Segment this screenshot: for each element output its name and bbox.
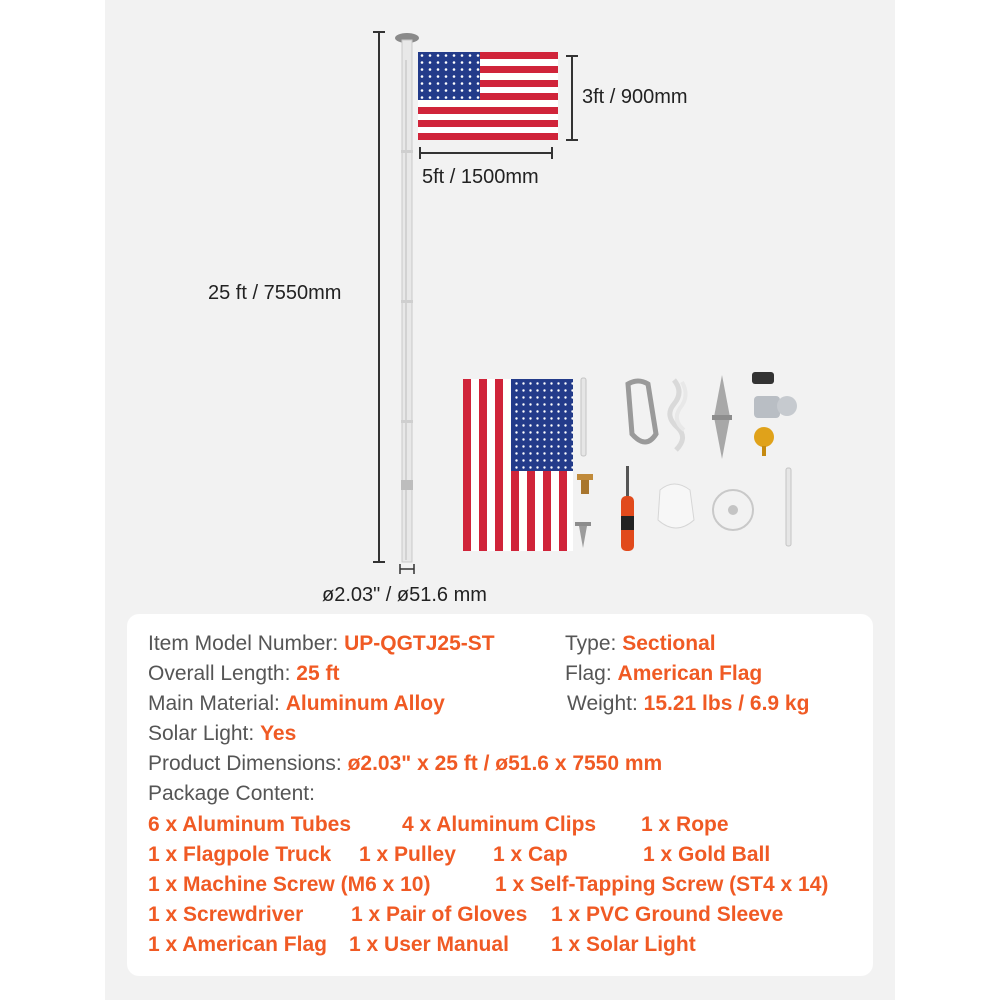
spec-dimensions bbox=[148, 752, 662, 776]
package-item: 1 x Self-Tapping Screw (ST4 x 14) bbox=[495, 873, 829, 896]
package-item: 1 x User Manual bbox=[349, 933, 509, 956]
spec-solar-label: Solar Light: bbox=[148, 722, 255, 745]
package-item: 1 x Screwdriver bbox=[148, 903, 304, 926]
screwdriver-icon bbox=[621, 466, 634, 551]
package-item: 1 x Gold Ball bbox=[643, 843, 771, 866]
self-tapping-screw-icon bbox=[575, 522, 591, 548]
solar-light-icon bbox=[713, 490, 753, 530]
package-item: 1 x PVC Ground Sleeve bbox=[551, 903, 784, 926]
flag-width-dimension-line bbox=[420, 147, 552, 159]
gold-ball-icon bbox=[754, 427, 774, 456]
machine-screw-icon bbox=[577, 474, 593, 494]
package-item: 6 x Aluminum Tubes bbox=[148, 813, 352, 836]
flag-width-label: 5ft / 1500mm bbox=[422, 166, 539, 188]
package-item: 1 x Pulley bbox=[359, 843, 456, 866]
package-item: 1 x Flagpole Truck bbox=[148, 843, 332, 866]
spec-length-value: 25 ft bbox=[296, 662, 340, 685]
aluminum-clip-rod bbox=[581, 378, 586, 456]
spec-dimensions-value: ø2.03" x 25 ft / ø51.6 x 7550 mm bbox=[347, 752, 663, 775]
package-item: 1 x American Flag bbox=[148, 933, 327, 956]
package-item: 1 x Pair of Gloves bbox=[351, 903, 528, 926]
gloves-icon bbox=[658, 484, 694, 528]
spec-material bbox=[148, 692, 445, 716]
spec-weight-label: Weight: bbox=[567, 692, 638, 715]
spec-weight-value: 15.21 lbs / 6.9 kg bbox=[643, 692, 810, 715]
package-item: 1 x Machine Screw (M6 x 10) bbox=[148, 873, 431, 896]
spec-flag-value: American Flag bbox=[617, 662, 763, 685]
carabiner-clip-icon bbox=[628, 381, 656, 442]
spec-model bbox=[148, 632, 495, 656]
spec-model-label: Item Model Number: bbox=[148, 632, 339, 655]
pole-diameter-marker bbox=[400, 564, 414, 574]
cap-icon bbox=[752, 372, 774, 384]
american-flag-on-pole bbox=[418, 52, 558, 140]
pulley-icon bbox=[754, 396, 797, 418]
package-item: 1 x Cap bbox=[493, 843, 568, 866]
spec-type-value: Sectional bbox=[622, 632, 716, 655]
package-item: 1 x Solar Light bbox=[551, 933, 696, 956]
spec-type-label: Type: bbox=[565, 632, 617, 655]
pvc-ground-sleeve-icon bbox=[786, 468, 791, 546]
pole-length-label: 25 ft / 7550mm bbox=[208, 282, 342, 304]
package-item: 1 x Rope bbox=[641, 813, 729, 836]
spec-material-label: Main Material: bbox=[148, 692, 280, 715]
pole-length-dimension-line bbox=[373, 32, 385, 562]
spec-type bbox=[565, 632, 716, 656]
spec-length bbox=[148, 662, 339, 686]
package-flag-image bbox=[463, 379, 573, 551]
spec-material-value: Aluminum Alloy bbox=[285, 692, 445, 715]
spec-flag-label: Flag: bbox=[565, 662, 612, 685]
rope-icon bbox=[670, 380, 686, 450]
flagpole bbox=[395, 33, 419, 562]
flagpole-truck-icon bbox=[712, 375, 732, 459]
spec-flag bbox=[565, 662, 762, 686]
package-item: 4 x Aluminum Clips bbox=[402, 813, 597, 836]
spec-length-label: Overall Length: bbox=[148, 662, 291, 685]
spec-solar-light bbox=[148, 722, 296, 746]
package-content-heading: Package Content: bbox=[148, 782, 315, 805]
spec-solar-value: Yes bbox=[260, 722, 297, 745]
spec-dimensions-label: Product Dimensions: bbox=[148, 752, 342, 775]
pole-diameter-label: ø2.03" / ø51.6 mm bbox=[322, 584, 487, 606]
spec-model-value: UP-QGTJ25-ST bbox=[344, 632, 495, 655]
flag-height-label: 3ft / 900mm bbox=[582, 86, 688, 108]
flag-height-dimension-line bbox=[566, 56, 578, 140]
spec-weight bbox=[567, 692, 809, 716]
